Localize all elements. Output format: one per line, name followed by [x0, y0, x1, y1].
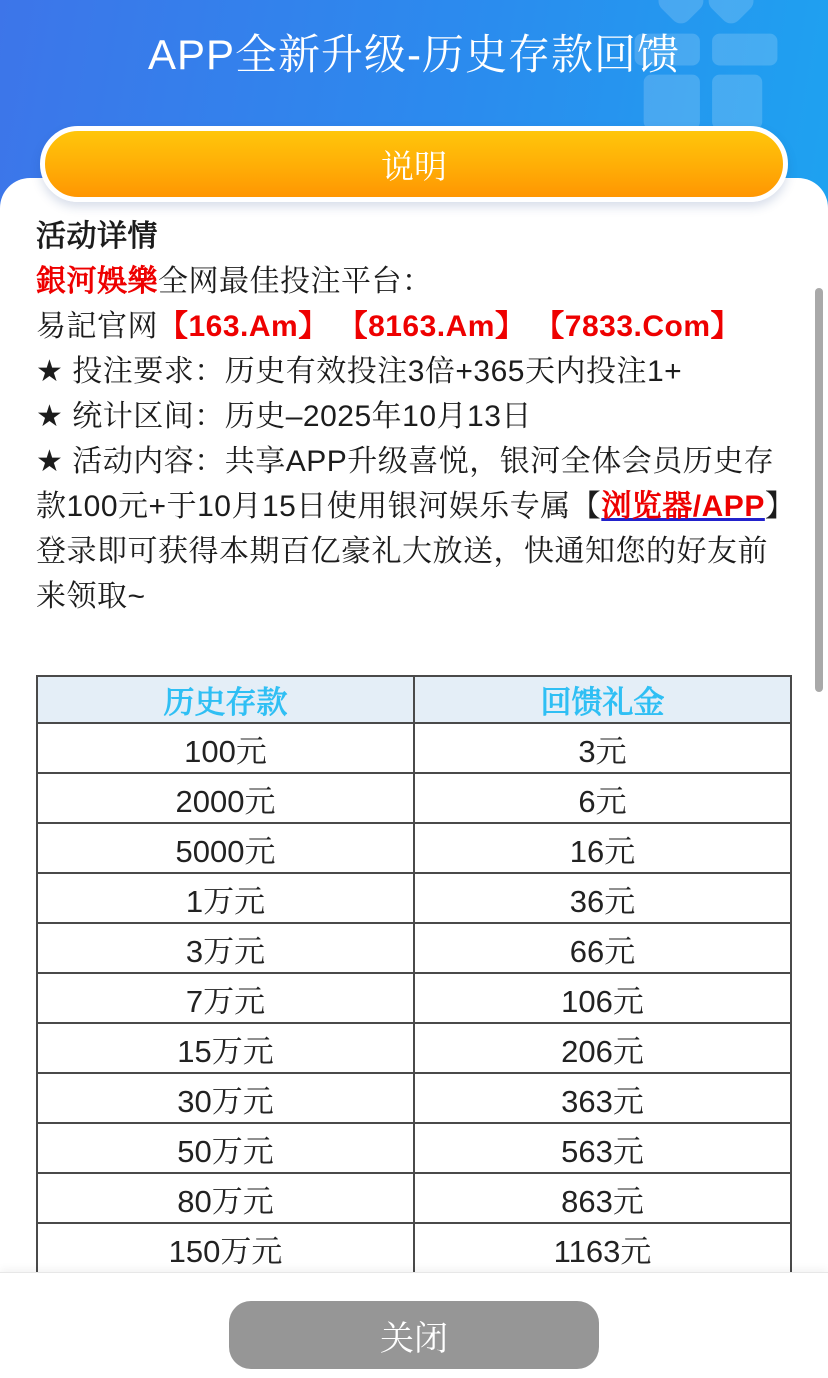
scrollbar-thumb[interactable]	[815, 288, 823, 692]
column-header-reward: 回馈礼金	[414, 676, 791, 723]
reward-table-body	[37, 723, 791, 1323]
reward-table	[36, 675, 792, 1324]
activity-part1: ★ 活动内容：共享APP升级喜悦，银河全体会员历史存款100元+于10月15日使用银河娱乐专属【	[36, 445, 775, 523]
bet-requirement-line: ★ 投注要求：历史有效投注3倍+365天内投注1+	[36, 355, 683, 388]
table-cell: 80万元	[37, 1173, 414, 1223]
table-cell: 15万元	[37, 1023, 414, 1073]
table-cell: 3元	[414, 723, 791, 773]
activity-details	[0, 178, 828, 1324]
table-cell: 863元	[414, 1173, 791, 1223]
table-header-row	[37, 676, 791, 723]
table-row	[37, 923, 791, 973]
brand-suffix: 全网最佳投注平台：	[158, 265, 433, 298]
table-row	[37, 1173, 791, 1223]
table-row	[37, 773, 791, 823]
column-header-deposit: 历史存款	[37, 676, 414, 723]
table-cell: 1163元	[414, 1223, 791, 1273]
table-cell: 5000元	[37, 823, 414, 873]
table-row	[37, 1223, 791, 1273]
table-cell: 3万元	[37, 923, 414, 973]
official-site-line	[36, 304, 792, 349]
table-cell: 106元	[414, 973, 791, 1023]
table-row	[37, 723, 791, 773]
brand-name: 銀河娛樂	[36, 265, 158, 298]
platform-line	[36, 259, 792, 304]
section-title: 活动详情	[36, 220, 158, 253]
footer-bar	[0, 1272, 828, 1378]
page-title: APP全新升级-历史存款回馈	[147, 31, 681, 78]
official-site-urls: 【163.Am】 【8163.Am】 【7833.Com】	[158, 310, 742, 343]
table-cell: 150万元	[37, 1223, 414, 1273]
table-cell: 1万元	[37, 873, 414, 923]
table-row	[37, 873, 791, 923]
table-cell: 2000元	[37, 773, 414, 823]
table-cell: 7万元	[37, 973, 414, 1023]
table-cell: 36元	[414, 873, 791, 923]
table-cell: 100元	[37, 723, 414, 773]
stats-period-line: ★ 统计区间：历史–2025年10月13日	[36, 400, 532, 433]
close-button[interactable]: 关闭	[229, 1301, 599, 1369]
table-cell: 6元	[414, 773, 791, 823]
table-row	[37, 1073, 791, 1123]
table-cell: 50万元	[37, 1123, 414, 1173]
browser-app-link[interactable]: 浏览器/APP	[601, 490, 765, 523]
table-cell: 206元	[414, 1023, 791, 1073]
table-cell: 16元	[414, 823, 791, 873]
table-row	[37, 973, 791, 1023]
table-cell: 363元	[414, 1073, 791, 1123]
table-cell: 563元	[414, 1123, 791, 1173]
table-cell: 66元	[414, 923, 791, 973]
explain-button[interactable]: 说明	[40, 126, 788, 202]
table-row	[37, 1023, 791, 1073]
table-cell: 30万元	[37, 1073, 414, 1123]
table-row	[37, 1123, 791, 1173]
table-row	[37, 823, 791, 873]
activity-part2: 】登录即可获得本期百亿豪礼大放送，快通知您的好友前来领取~	[36, 490, 781, 613]
activity-content-line	[36, 439, 792, 619]
official-site-prefix: 易記官网	[36, 310, 158, 343]
